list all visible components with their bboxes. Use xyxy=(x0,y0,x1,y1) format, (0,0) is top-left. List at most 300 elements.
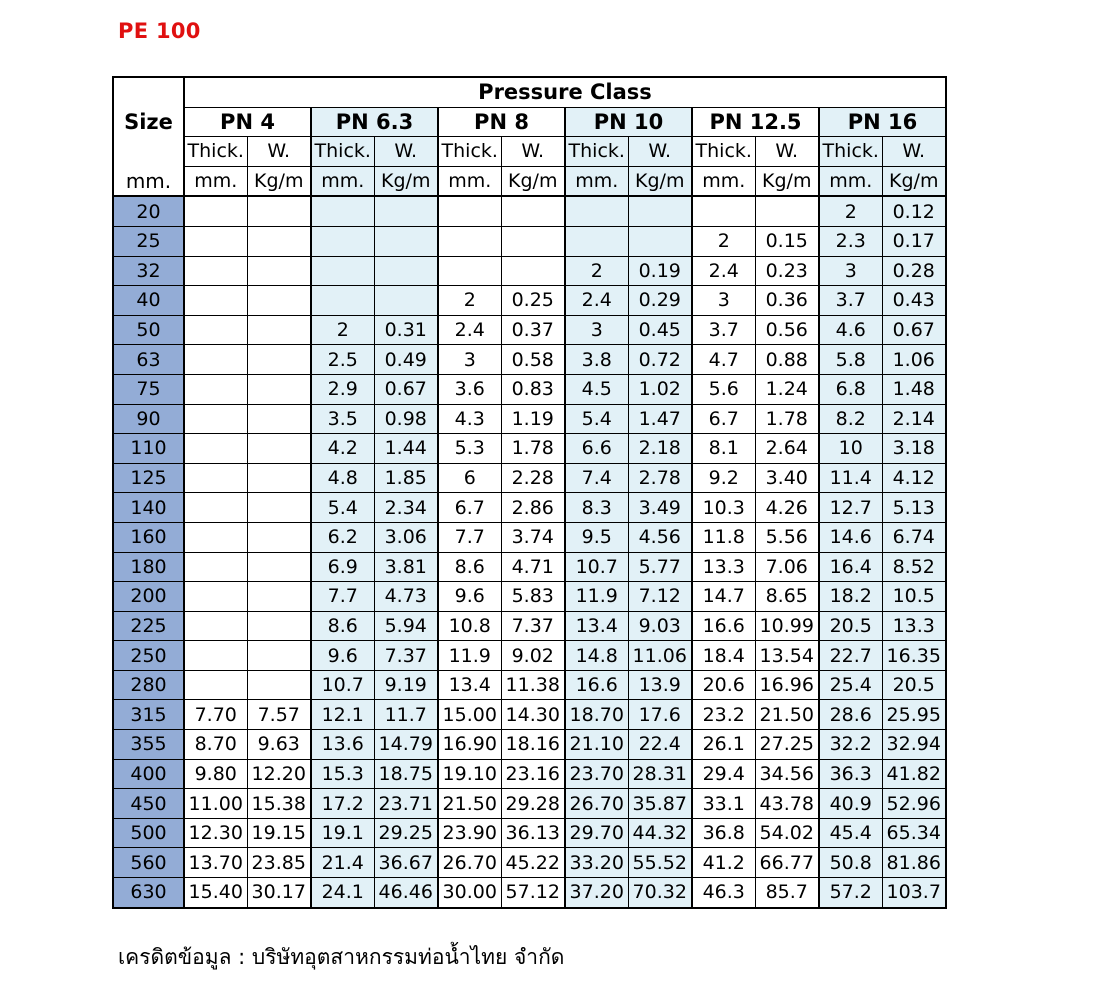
thickness-cell: 2 xyxy=(819,196,882,226)
thickness-header: Thick. xyxy=(438,137,501,167)
thickness-cell xyxy=(311,226,374,256)
thickness-cell: 3 xyxy=(565,315,628,345)
thickness-cell: 24.1 xyxy=(311,878,374,908)
thickness-cell xyxy=(184,611,247,641)
table-row xyxy=(113,818,946,848)
thickness-cell xyxy=(184,670,247,700)
weight-cell xyxy=(247,256,311,286)
thickness-cell: 5.8 xyxy=(819,345,882,375)
weight-cell: 9.03 xyxy=(628,611,692,641)
weight-cell: 20.5 xyxy=(882,670,946,700)
thickness-cell: 10.8 xyxy=(438,611,501,641)
thickness-cell: 4.3 xyxy=(438,404,501,434)
thickness-cell: 2.4 xyxy=(565,286,628,316)
weight-cell: 23.85 xyxy=(247,848,311,878)
weight-cell xyxy=(247,286,311,316)
weight-cell: 14.30 xyxy=(501,700,565,730)
weight-cell: 52.96 xyxy=(882,789,946,819)
weight-cell xyxy=(247,463,311,493)
weight-cell: 0.37 xyxy=(501,315,565,345)
weight-header: W. xyxy=(882,137,946,167)
weight-cell: 54.02 xyxy=(755,818,819,848)
weight-cell: 5.77 xyxy=(628,552,692,582)
thickness-cell: 28.6 xyxy=(819,700,882,730)
weight-cell: 23.16 xyxy=(501,759,565,789)
header-row-sub xyxy=(113,137,946,167)
table-row xyxy=(113,286,946,316)
weight-cell: 32.94 xyxy=(882,730,946,760)
weight-cell: 13.54 xyxy=(755,641,819,671)
weight-cell: 18.16 xyxy=(501,730,565,760)
weight-cell: 2.14 xyxy=(882,404,946,434)
weight-header: W. xyxy=(374,137,438,167)
size-cell: 20 xyxy=(113,196,184,226)
weight-cell xyxy=(247,611,311,641)
weight-cell xyxy=(501,226,565,256)
thickness-cell: 16.90 xyxy=(438,730,501,760)
thickness-cell: 7.70 xyxy=(184,700,247,730)
weight-cell: 3.40 xyxy=(755,463,819,493)
thickness-cell: 26.1 xyxy=(692,730,755,760)
weight-cell xyxy=(374,226,438,256)
thickness-cell: 23.90 xyxy=(438,818,501,848)
thickness-cell xyxy=(184,226,247,256)
weight-cell xyxy=(374,196,438,226)
thickness-cell: 40.9 xyxy=(819,789,882,819)
weight-cell: 0.83 xyxy=(501,374,565,404)
weight-cell: 46.46 xyxy=(374,878,438,908)
weight-header: W. xyxy=(247,137,311,167)
weight-cell xyxy=(247,196,311,226)
weight-unit: Kg/m xyxy=(628,166,692,196)
thickness-cell xyxy=(184,286,247,316)
thickness-cell: 11.4 xyxy=(819,463,882,493)
weight-cell: 0.29 xyxy=(628,286,692,316)
weight-cell xyxy=(374,286,438,316)
weight-header: W. xyxy=(755,137,819,167)
weight-cell: 36.13 xyxy=(501,818,565,848)
weight-header: W. xyxy=(628,137,692,167)
weight-cell xyxy=(247,226,311,256)
weight-cell xyxy=(247,404,311,434)
weight-cell: 11.06 xyxy=(628,641,692,671)
weight-cell: 7.06 xyxy=(755,552,819,582)
thickness-cell xyxy=(184,374,247,404)
table-row xyxy=(113,611,946,641)
thickness-cell: 25.4 xyxy=(819,670,882,700)
thickness-cell: 16.6 xyxy=(692,611,755,641)
weight-cell: 6.74 xyxy=(882,522,946,552)
weight-cell: 8.65 xyxy=(755,582,819,612)
weight-cell: 34.56 xyxy=(755,759,819,789)
pn-class-header: PN 12.5 xyxy=(692,107,819,137)
size-cell: 280 xyxy=(113,670,184,700)
weight-cell: 0.72 xyxy=(628,345,692,375)
weight-cell: 0.36 xyxy=(755,286,819,316)
table-row xyxy=(113,552,946,582)
weight-cell xyxy=(755,196,819,226)
weight-cell: 41.82 xyxy=(882,759,946,789)
thickness-cell: 18.4 xyxy=(692,641,755,671)
weight-cell: 5.56 xyxy=(755,522,819,552)
thickness-cell: 13.4 xyxy=(438,670,501,700)
pressure-class-header: Pressure Class xyxy=(184,77,946,107)
weight-cell: 35.87 xyxy=(628,789,692,819)
weight-cell: 0.12 xyxy=(882,196,946,226)
thickness-cell: 5.4 xyxy=(565,404,628,434)
weight-cell: 2.64 xyxy=(755,434,819,464)
table-body xyxy=(113,77,946,908)
thickness-cell: 2.4 xyxy=(438,315,501,345)
thickness-cell xyxy=(184,552,247,582)
weight-cell: 1.06 xyxy=(882,345,946,375)
weight-cell: 29.28 xyxy=(501,789,565,819)
thickness-cell: 36.3 xyxy=(819,759,882,789)
thickness-cell: 22.7 xyxy=(819,641,882,671)
weight-cell: 0.67 xyxy=(374,374,438,404)
thickness-cell: 7.7 xyxy=(438,522,501,552)
thickness-cell: 2.4 xyxy=(692,256,755,286)
weight-cell: 0.23 xyxy=(755,256,819,286)
table-row xyxy=(113,463,946,493)
thickness-cell xyxy=(184,315,247,345)
thickness-cell: 6.7 xyxy=(692,404,755,434)
thickness-cell xyxy=(184,404,247,434)
weight-unit: Kg/m xyxy=(882,166,946,196)
thickness-cell xyxy=(565,226,628,256)
weight-cell: 27.25 xyxy=(755,730,819,760)
weight-cell: 9.19 xyxy=(374,670,438,700)
weight-cell: 1.19 xyxy=(501,404,565,434)
weight-cell: 1.24 xyxy=(755,374,819,404)
table-row xyxy=(113,226,946,256)
thickness-cell: 2 xyxy=(565,256,628,286)
thickness-cell: 3.6 xyxy=(438,374,501,404)
thickness-cell: 21.4 xyxy=(311,848,374,878)
thickness-cell: 8.6 xyxy=(438,552,501,582)
size-cell: 250 xyxy=(113,641,184,671)
thickness-cell: 4.7 xyxy=(692,345,755,375)
weight-cell: 10.99 xyxy=(755,611,819,641)
thickness-cell xyxy=(184,641,247,671)
weight-cell: 30.17 xyxy=(247,878,311,908)
thickness-cell: 18.70 xyxy=(565,700,628,730)
thickness-cell xyxy=(311,256,374,286)
document-title: PE 100 xyxy=(118,19,201,43)
thickness-header: Thick. xyxy=(184,137,247,167)
table-row xyxy=(113,256,946,286)
thickness-cell: 10.7 xyxy=(311,670,374,700)
table-row xyxy=(113,878,946,908)
table-row xyxy=(113,641,946,671)
size-cell: 90 xyxy=(113,404,184,434)
thickness-cell: 3 xyxy=(692,286,755,316)
weight-cell: 0.67 xyxy=(882,315,946,345)
thickness-cell: 8.6 xyxy=(311,611,374,641)
weight-cell xyxy=(247,374,311,404)
weight-cell xyxy=(247,582,311,612)
weight-cell: 14.79 xyxy=(374,730,438,760)
thickness-cell: 15.3 xyxy=(311,759,374,789)
weight-cell: 1.78 xyxy=(755,404,819,434)
size-cell: 450 xyxy=(113,789,184,819)
thickness-cell: 7.4 xyxy=(565,463,628,493)
weight-cell: 7.57 xyxy=(247,700,311,730)
thickness-cell: 8.1 xyxy=(692,434,755,464)
size-cell: 25 xyxy=(113,226,184,256)
thickness-cell xyxy=(438,256,501,286)
weight-cell xyxy=(247,522,311,552)
thickness-cell: 41.2 xyxy=(692,848,755,878)
thickness-cell: 37.20 xyxy=(565,878,628,908)
weight-cell: 43.78 xyxy=(755,789,819,819)
thickness-cell: 16.6 xyxy=(565,670,628,700)
thickness-cell: 3.8 xyxy=(565,345,628,375)
thickness-cell: 10.3 xyxy=(692,493,755,523)
weight-cell: 12.20 xyxy=(247,759,311,789)
size-cell: 50 xyxy=(113,315,184,345)
thickness-cell: 10 xyxy=(819,434,882,464)
thickness-header: Thick. xyxy=(692,137,755,167)
thickness-cell: 20.6 xyxy=(692,670,755,700)
weight-cell: 0.58 xyxy=(501,345,565,375)
weight-cell: 17.6 xyxy=(628,700,692,730)
weight-cell: 11.38 xyxy=(501,670,565,700)
thickness-cell: 2.5 xyxy=(311,345,374,375)
thickness-cell: 6.9 xyxy=(311,552,374,582)
weight-cell: 29.25 xyxy=(374,818,438,848)
weight-cell: 0.31 xyxy=(374,315,438,345)
table-row xyxy=(113,345,946,375)
weight-header: W. xyxy=(501,137,565,167)
thickness-cell: 20.5 xyxy=(819,611,882,641)
thickness-cell: 46.3 xyxy=(692,878,755,908)
weight-cell: 3.49 xyxy=(628,493,692,523)
thickness-cell: 8.70 xyxy=(184,730,247,760)
thickness-cell: 13.3 xyxy=(692,552,755,582)
thickness-cell: 19.10 xyxy=(438,759,501,789)
weight-cell: 4.12 xyxy=(882,463,946,493)
thickness-cell xyxy=(184,196,247,226)
weight-cell xyxy=(374,256,438,286)
weight-cell: 0.49 xyxy=(374,345,438,375)
weight-cell: 25.95 xyxy=(882,700,946,730)
thickness-cell: 2 xyxy=(438,286,501,316)
weight-cell: 5.83 xyxy=(501,582,565,612)
weight-cell: 1.47 xyxy=(628,404,692,434)
thickness-cell: 3.5 xyxy=(311,404,374,434)
table-row xyxy=(113,434,946,464)
weight-unit: Kg/m xyxy=(501,166,565,196)
weight-cell: 44.32 xyxy=(628,818,692,848)
thickness-cell: 9.2 xyxy=(692,463,755,493)
thickness-cell: 5.4 xyxy=(311,493,374,523)
weight-cell: 18.75 xyxy=(374,759,438,789)
weight-cell xyxy=(247,434,311,464)
weight-cell: 36.67 xyxy=(374,848,438,878)
table-row xyxy=(113,374,946,404)
weight-cell xyxy=(628,196,692,226)
header-row-group xyxy=(113,77,946,107)
weight-cell: 0.28 xyxy=(882,256,946,286)
weight-cell: 5.94 xyxy=(374,611,438,641)
thickness-cell: 2 xyxy=(692,226,755,256)
size-cell: 40 xyxy=(113,286,184,316)
thickness-cell: 4.2 xyxy=(311,434,374,464)
thickness-cell: 26.70 xyxy=(438,848,501,878)
weight-cell: 3.81 xyxy=(374,552,438,582)
weight-cell: 66.77 xyxy=(755,848,819,878)
weight-cell: 0.98 xyxy=(374,404,438,434)
weight-cell: 0.45 xyxy=(628,315,692,345)
weight-cell: 1.48 xyxy=(882,374,946,404)
thickness-cell: 7.7 xyxy=(311,582,374,612)
table-row xyxy=(113,493,946,523)
weight-cell: 2.34 xyxy=(374,493,438,523)
weight-cell: 21.50 xyxy=(755,700,819,730)
thickness-cell: 11.00 xyxy=(184,789,247,819)
weight-cell: 16.96 xyxy=(755,670,819,700)
weight-cell: 0.15 xyxy=(755,226,819,256)
size-cell: 110 xyxy=(113,434,184,464)
pn-class-header: PN 4 xyxy=(184,107,311,137)
thickness-cell: 8.3 xyxy=(565,493,628,523)
size-cell: 63 xyxy=(113,345,184,375)
weight-cell: 22.4 xyxy=(628,730,692,760)
weight-cell: 0.17 xyxy=(882,226,946,256)
weight-cell: 13.3 xyxy=(882,611,946,641)
table-row xyxy=(113,700,946,730)
weight-cell: 28.31 xyxy=(628,759,692,789)
pn-class-header: PN 16 xyxy=(819,107,946,137)
thickness-header: Thick. xyxy=(311,137,374,167)
thickness-cell: 10.7 xyxy=(565,552,628,582)
table-row xyxy=(113,730,946,760)
thickness-cell xyxy=(184,522,247,552)
thickness-cell: 13.70 xyxy=(184,848,247,878)
weight-cell: 1.02 xyxy=(628,374,692,404)
weight-cell: 16.35 xyxy=(882,641,946,671)
thickness-unit: mm. xyxy=(438,166,501,196)
weight-cell: 4.26 xyxy=(755,493,819,523)
weight-cell: 45.22 xyxy=(501,848,565,878)
thickness-cell: 9.5 xyxy=(565,522,628,552)
header-row-classes xyxy=(113,107,946,137)
weight-cell xyxy=(247,315,311,345)
weight-cell: 4.71 xyxy=(501,552,565,582)
weight-cell xyxy=(501,196,565,226)
thickness-cell: 13.4 xyxy=(565,611,628,641)
size-unit: mm. xyxy=(113,166,184,196)
thickness-cell: 4.6 xyxy=(819,315,882,345)
weight-cell: 7.37 xyxy=(374,641,438,671)
size-cell: 200 xyxy=(113,582,184,612)
thickness-cell xyxy=(692,196,755,226)
header-row-units xyxy=(113,166,946,196)
thickness-cell: 3.7 xyxy=(819,286,882,316)
thickness-cell: 12.30 xyxy=(184,818,247,848)
weight-cell: 2.18 xyxy=(628,434,692,464)
thickness-cell: 3 xyxy=(819,256,882,286)
weight-cell: 70.32 xyxy=(628,878,692,908)
thickness-cell: 11.9 xyxy=(438,641,501,671)
weight-cell: 55.52 xyxy=(628,848,692,878)
table-row xyxy=(113,404,946,434)
thickness-unit: mm. xyxy=(819,166,882,196)
weight-cell: 4.56 xyxy=(628,522,692,552)
size-cell: 32 xyxy=(113,256,184,286)
weight-cell: 81.86 xyxy=(882,848,946,878)
thickness-cell: 8.2 xyxy=(819,404,882,434)
thickness-cell xyxy=(565,196,628,226)
weight-cell: 9.63 xyxy=(247,730,311,760)
thickness-cell: 23.2 xyxy=(692,700,755,730)
thickness-header: Thick. xyxy=(565,137,628,167)
weight-cell: 2.28 xyxy=(501,463,565,493)
weight-cell: 0.43 xyxy=(882,286,946,316)
weight-cell: 9.02 xyxy=(501,641,565,671)
thickness-cell: 2 xyxy=(311,315,374,345)
size-header: Size xyxy=(113,77,184,166)
weight-cell: 57.12 xyxy=(501,878,565,908)
table-row xyxy=(113,196,946,226)
thickness-cell xyxy=(184,345,247,375)
thickness-cell: 9.6 xyxy=(438,582,501,612)
weight-cell xyxy=(247,670,311,700)
pipe-spec-table xyxy=(112,76,947,909)
thickness-cell: 3.7 xyxy=(692,315,755,345)
weight-cell: 103.7 xyxy=(882,878,946,908)
weight-cell: 65.34 xyxy=(882,818,946,848)
size-cell: 125 xyxy=(113,463,184,493)
thickness-cell: 26.70 xyxy=(565,789,628,819)
thickness-cell: 9.6 xyxy=(311,641,374,671)
thickness-cell xyxy=(438,226,501,256)
table-row xyxy=(113,670,946,700)
weight-cell: 1.85 xyxy=(374,463,438,493)
thickness-cell: 9.80 xyxy=(184,759,247,789)
table-row xyxy=(113,315,946,345)
thickness-cell xyxy=(184,256,247,286)
thickness-cell: 11.8 xyxy=(692,522,755,552)
thickness-cell: 14.6 xyxy=(819,522,882,552)
weight-cell: 2.86 xyxy=(501,493,565,523)
thickness-cell: 21.50 xyxy=(438,789,501,819)
size-cell: 140 xyxy=(113,493,184,523)
thickness-cell: 3 xyxy=(438,345,501,375)
thickness-cell: 19.1 xyxy=(311,818,374,848)
weight-cell xyxy=(247,345,311,375)
thickness-cell xyxy=(184,493,247,523)
weight-cell: 13.9 xyxy=(628,670,692,700)
thickness-cell: 2.3 xyxy=(819,226,882,256)
thickness-cell: 30.00 xyxy=(438,878,501,908)
thickness-cell: 4.5 xyxy=(565,374,628,404)
size-cell: 75 xyxy=(113,374,184,404)
size-cell: 180 xyxy=(113,552,184,582)
weight-unit: Kg/m xyxy=(247,166,311,196)
size-cell: 560 xyxy=(113,848,184,878)
thickness-unit: mm. xyxy=(184,166,247,196)
thickness-cell: 2.9 xyxy=(311,374,374,404)
weight-cell xyxy=(628,226,692,256)
weight-cell: 15.38 xyxy=(247,789,311,819)
thickness-cell: 29.4 xyxy=(692,759,755,789)
weight-cell: 19.15 xyxy=(247,818,311,848)
thickness-cell: 6.6 xyxy=(565,434,628,464)
weight-cell: 4.73 xyxy=(374,582,438,612)
weight-cell: 2.78 xyxy=(628,463,692,493)
